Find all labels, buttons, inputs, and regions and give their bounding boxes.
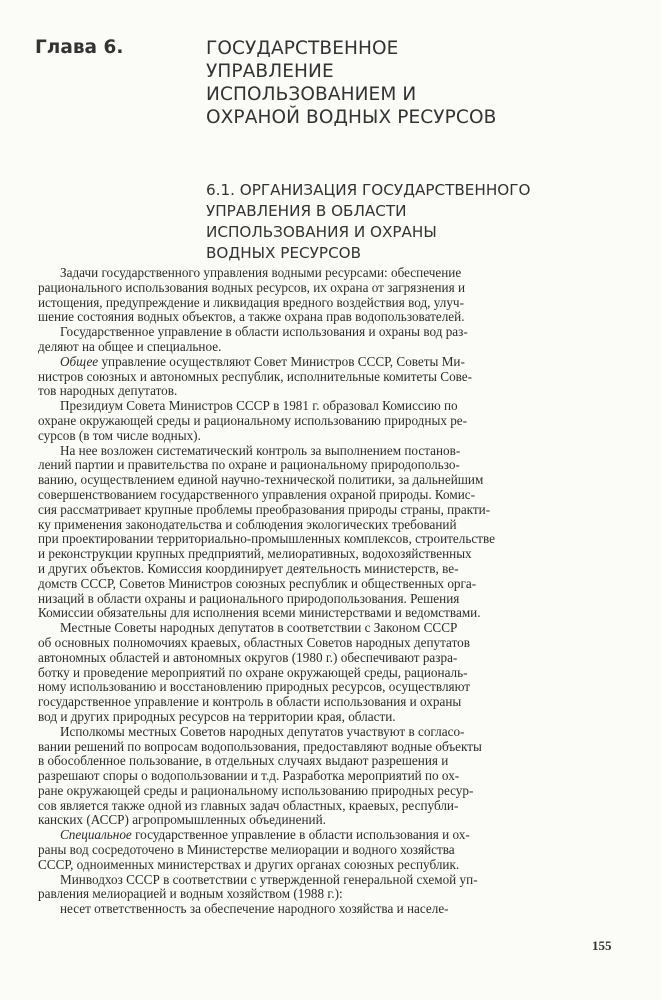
section-title [206, 180, 530, 264]
text-line: сия рассматривает крупные проблемы преобразования природы страны, практи- [38, 502, 491, 517]
text-line: ку применения законодательства и соблюдения экологических требований [38, 517, 457, 532]
chapter-title [206, 37, 496, 129]
text-line: низаций в области охраны и рационального природопользования. Решения [38, 591, 460, 606]
chapter-title-line: УПРАВЛЕНИЕ [206, 61, 334, 82]
section-title-line: ИСПОЛЬЗОВАНИЯ И ОХРАНЫ [206, 223, 437, 241]
text-line: ботку и проведение мероприятий по охране окружающей среды, рациональ- [38, 665, 468, 680]
text-line: Государственное управление в области использования и охраны вод раз- [60, 325, 468, 340]
text-line: и реконструкции крупных предприятий, мелиоративных, водохозяйственных [38, 547, 472, 562]
text-fragment: управление осуществляют Совет Министров СССР, Советы Ми- [98, 354, 465, 369]
text-line: СССР, одноименных министерствах и других органах союзных республик. [38, 857, 460, 872]
page-number: 155 [592, 938, 612, 953]
text-line: сурсов (в том числе водных). [38, 428, 201, 443]
text-line: в обособленное пользование, в отдельных случаях выдают разрешения и [38, 754, 449, 769]
text-line: равления мелиорацией и водным хозяйством (1988 г.): [38, 887, 343, 902]
section-title-line: УПРАВЛЕНИЯ В ОБЛАСТИ [206, 202, 407, 220]
text-line: автономных областей и автономных округов (1980 г.) обеспечивают разра- [38, 650, 458, 665]
text-line: при проектировании территориально-промышленных комплексов, строительстве [38, 532, 495, 547]
text-line: канских (АССР) агропромышленных объединений. [38, 813, 326, 828]
text-line: государственное управление и контроль в области использования и охраны [38, 695, 462, 710]
text-line [38, 355, 622, 370]
text-line: разрешают споры о водопользовании и т.д. Разработка мероприятий по ох- [38, 769, 460, 784]
text-line: истощения, предупреждение и ликвидация вредного воздействия вод, улуч- [38, 295, 464, 310]
text-line: нистров союзных и автономных республик, исполнительные комитеты Сове- [38, 369, 473, 384]
text-line: и других объектов. Комиссия координирует деятельность министерств, ве- [38, 561, 459, 576]
chapter-title-line: ИСПОЛЬЗОВАНИЕМ И [206, 84, 417, 105]
text-line: ране окружающей среды и рациональному использованию природных ресур- [38, 783, 474, 798]
text-line: Местные Советы народных депутатов в соответствии с Законом СССР [60, 621, 458, 636]
text-fragment: государственное управление в области использования и ох- [131, 828, 470, 843]
chapter-title-line: ГОСУДАРСТВЕННОЕ [206, 38, 399, 59]
text-line: Минводхоз СССР в соответствии с утвержденной генеральной схемой уп- [60, 872, 478, 887]
section-title-line: ВОДНЫХ РЕСУРСОВ [206, 244, 362, 262]
text-line: несет ответственность за обеспечение народного хозяйства и населе- [60, 902, 449, 917]
text-line: охране окружающей среды и рациональному использованию природных ре- [38, 413, 468, 428]
text-line: вод и других природных ресурсов на территории края, области. [38, 709, 396, 724]
text-line: домств СССР, Советов Министров союзных республик и общественных орга- [38, 576, 477, 591]
text-line: рационального использования водных ресурсов, их охрана от загрязнения и [38, 280, 465, 295]
text-line: вании решений по вопросам водопользования, предоставляют водные объекты [38, 739, 482, 754]
text-line: Исполкомы местных Советов народных депутатов участвуют в согласо- [60, 724, 465, 739]
text-line: Комиссии обязательны для исполнения всеми министерствами и ведомствами. [38, 606, 481, 621]
emphasis-general: Общее [60, 354, 99, 369]
text-line: раны вод сосредоточено в Министерстве мелиорации и водного хозяйства [38, 843, 455, 858]
text-line: Задачи государственного управления водными ресурсами: обеспечение [60, 266, 462, 280]
text-line: совершенствованием государственного управления охраной природы. Комис- [38, 487, 476, 502]
chapter-title-line: ОХРАНОЙ ВОДНЫХ РЕСУРСОВ [206, 107, 497, 128]
text-line: ванию, осуществлением единой научно-технической политики, за дальнейшим [38, 473, 484, 488]
text-line: Президиум Совета Министров СССР в 1981 г. образовал Комиссию по [60, 399, 458, 414]
text-line: тов народных депутатов. [38, 384, 178, 399]
text-line: сов является также одной из главных задач областных, краевых, республи- [38, 798, 459, 813]
section-title-line: 6.1. ОРГАНИЗАЦИЯ ГОСУДАРСТВЕННОГО [206, 181, 531, 199]
text-line [38, 828, 622, 843]
text-line: На нее возложен систематический контроль за выполнением постанов- [60, 443, 461, 458]
text-line: деляют на общее и специальное. [38, 339, 222, 354]
text-line: ному использованию и восстановлению природных ресурсов, осуществляют [38, 680, 471, 695]
text-line: лений партии и правительства по охране и рациональному природопользо- [38, 458, 460, 473]
chapter-label: Глава 6. [35, 37, 124, 58]
text-line: об основных полномочиях краевых, областных Советов народных депутатов [38, 635, 470, 650]
text-line: шение состояния водных объектов, а также охрана прав водопользователей. [38, 310, 465, 325]
body-text [38, 266, 622, 917]
emphasis-special: Специальное [60, 828, 132, 843]
